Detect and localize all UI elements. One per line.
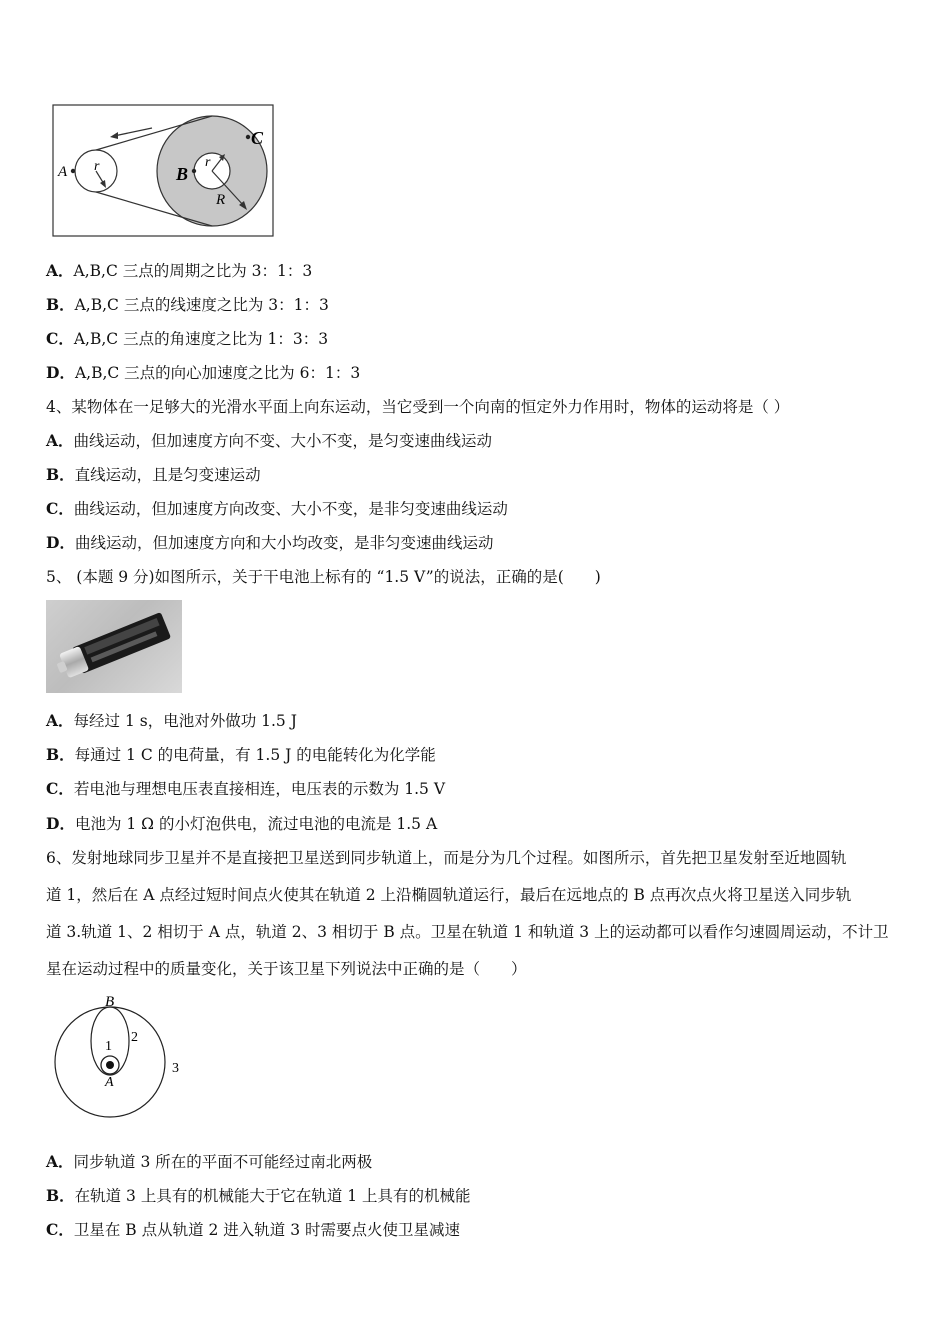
q4-option-c: C．曲线运动，但加速度方向改变、大小不变，是非匀变速曲线运动 [46, 499, 508, 518]
q3-option-d: D．A,B,C 三点的向心加速度之比为 6：1：3 [46, 363, 361, 382]
q6-option-b: B．在轨道 3 上具有的机械能大于它在轨道 1 上具有的机械能 [46, 1186, 471, 1205]
q4-option-d: D．曲线运动，但加速度方向和大小均改变，是非匀变速曲线运动 [46, 533, 494, 552]
q6-option-c: C．卫星在 B 点从轨道 2 进入轨道 3 时需要点火使卫星减速 [46, 1220, 461, 1239]
label-r-large: R [216, 192, 226, 208]
q3-option-a: A．A,B,C 三点的周期之比为 3：1：3 [46, 261, 313, 280]
label-orbit-3: 3 [172, 1061, 179, 1076]
q6-stem-line-2: 道 1，然后在 A 点经过短时间点火使其在轨道 2 上沿椭圆轨道运行，最后在远地点的 B 点再次点火将卫星送入同步轨 [46, 886, 852, 904]
q5-option-a: A．每经过 1 s，电池对外做功 1.5 J [46, 711, 297, 730]
q3-option-b: B．A,B,C 三点的线速度之比为 3：1：3 [46, 295, 329, 314]
q6-stem-line-1: 6、发射地球同步卫星并不是直接把卫星送到同步轨道上，而是分为几个过程。如图所示，首先把卫星发射至近地圆轨 [46, 849, 847, 867]
label-r-inner: r [205, 155, 211, 170]
label-b: B [105, 994, 115, 1010]
label-c: C [251, 128, 264, 148]
q5-stem: 5、 (本题 9 分)如图所示，关于干电池上标有的 “1.5 V”的说法，正确的是( ) [46, 568, 601, 586]
q4-option-a: A．曲线运动，但加速度方向不变、大小不变，是匀变速曲线运动 [46, 431, 493, 450]
q5-option-d: D．电池为 1 Ω 的小灯泡供电，流过电池的电流是 1.5 A [46, 814, 438, 833]
pulley-figure [52, 104, 274, 238]
label-a: A [58, 164, 68, 180]
q5-option-c: C．若电池与理想电压表直接相连，电压表的示数为 1.5 V [46, 779, 446, 798]
label-orbit-2: 2 [131, 1030, 138, 1045]
label-orbit-1: 1 [105, 1039, 112, 1054]
q6-option-a: A．同步轨道 3 所在的平面不可能经过南北两极 [46, 1152, 373, 1171]
orbit-figure [48, 992, 188, 1122]
q3-option-c: C．A,B,C 三点的角速度之比为 1：3：3 [46, 329, 329, 348]
q6-stem-line-4: 星在运动过程中的质量变化，关于该卫星下列说法中正确的是（ ） [46, 960, 527, 978]
q6-stem-line-3: 道 3.轨道 1、2 相切于 A 点，轨道 2、3 相切于 B 点。卫星在轨道 1 和轨道 3 上的运动都可以看作匀速圆周运动，不计卫 [46, 923, 889, 941]
q4-option-b: B．直线运动，且是匀变速运动 [46, 465, 261, 484]
label-b: B [176, 164, 189, 184]
q4-stem: 4、某物体在一足够大的光滑水平面上向东运动，当它受到一个向南的恒定外力作用时，物体的运动将是（ ） [46, 398, 790, 416]
label-a: A [105, 1075, 114, 1090]
q5-option-b: B．每通过 1 C 的电荷量，有 1.5 J 的电能转化为化学能 [46, 745, 436, 764]
label-r-small: r [94, 159, 100, 174]
battery-photo [46, 600, 182, 693]
